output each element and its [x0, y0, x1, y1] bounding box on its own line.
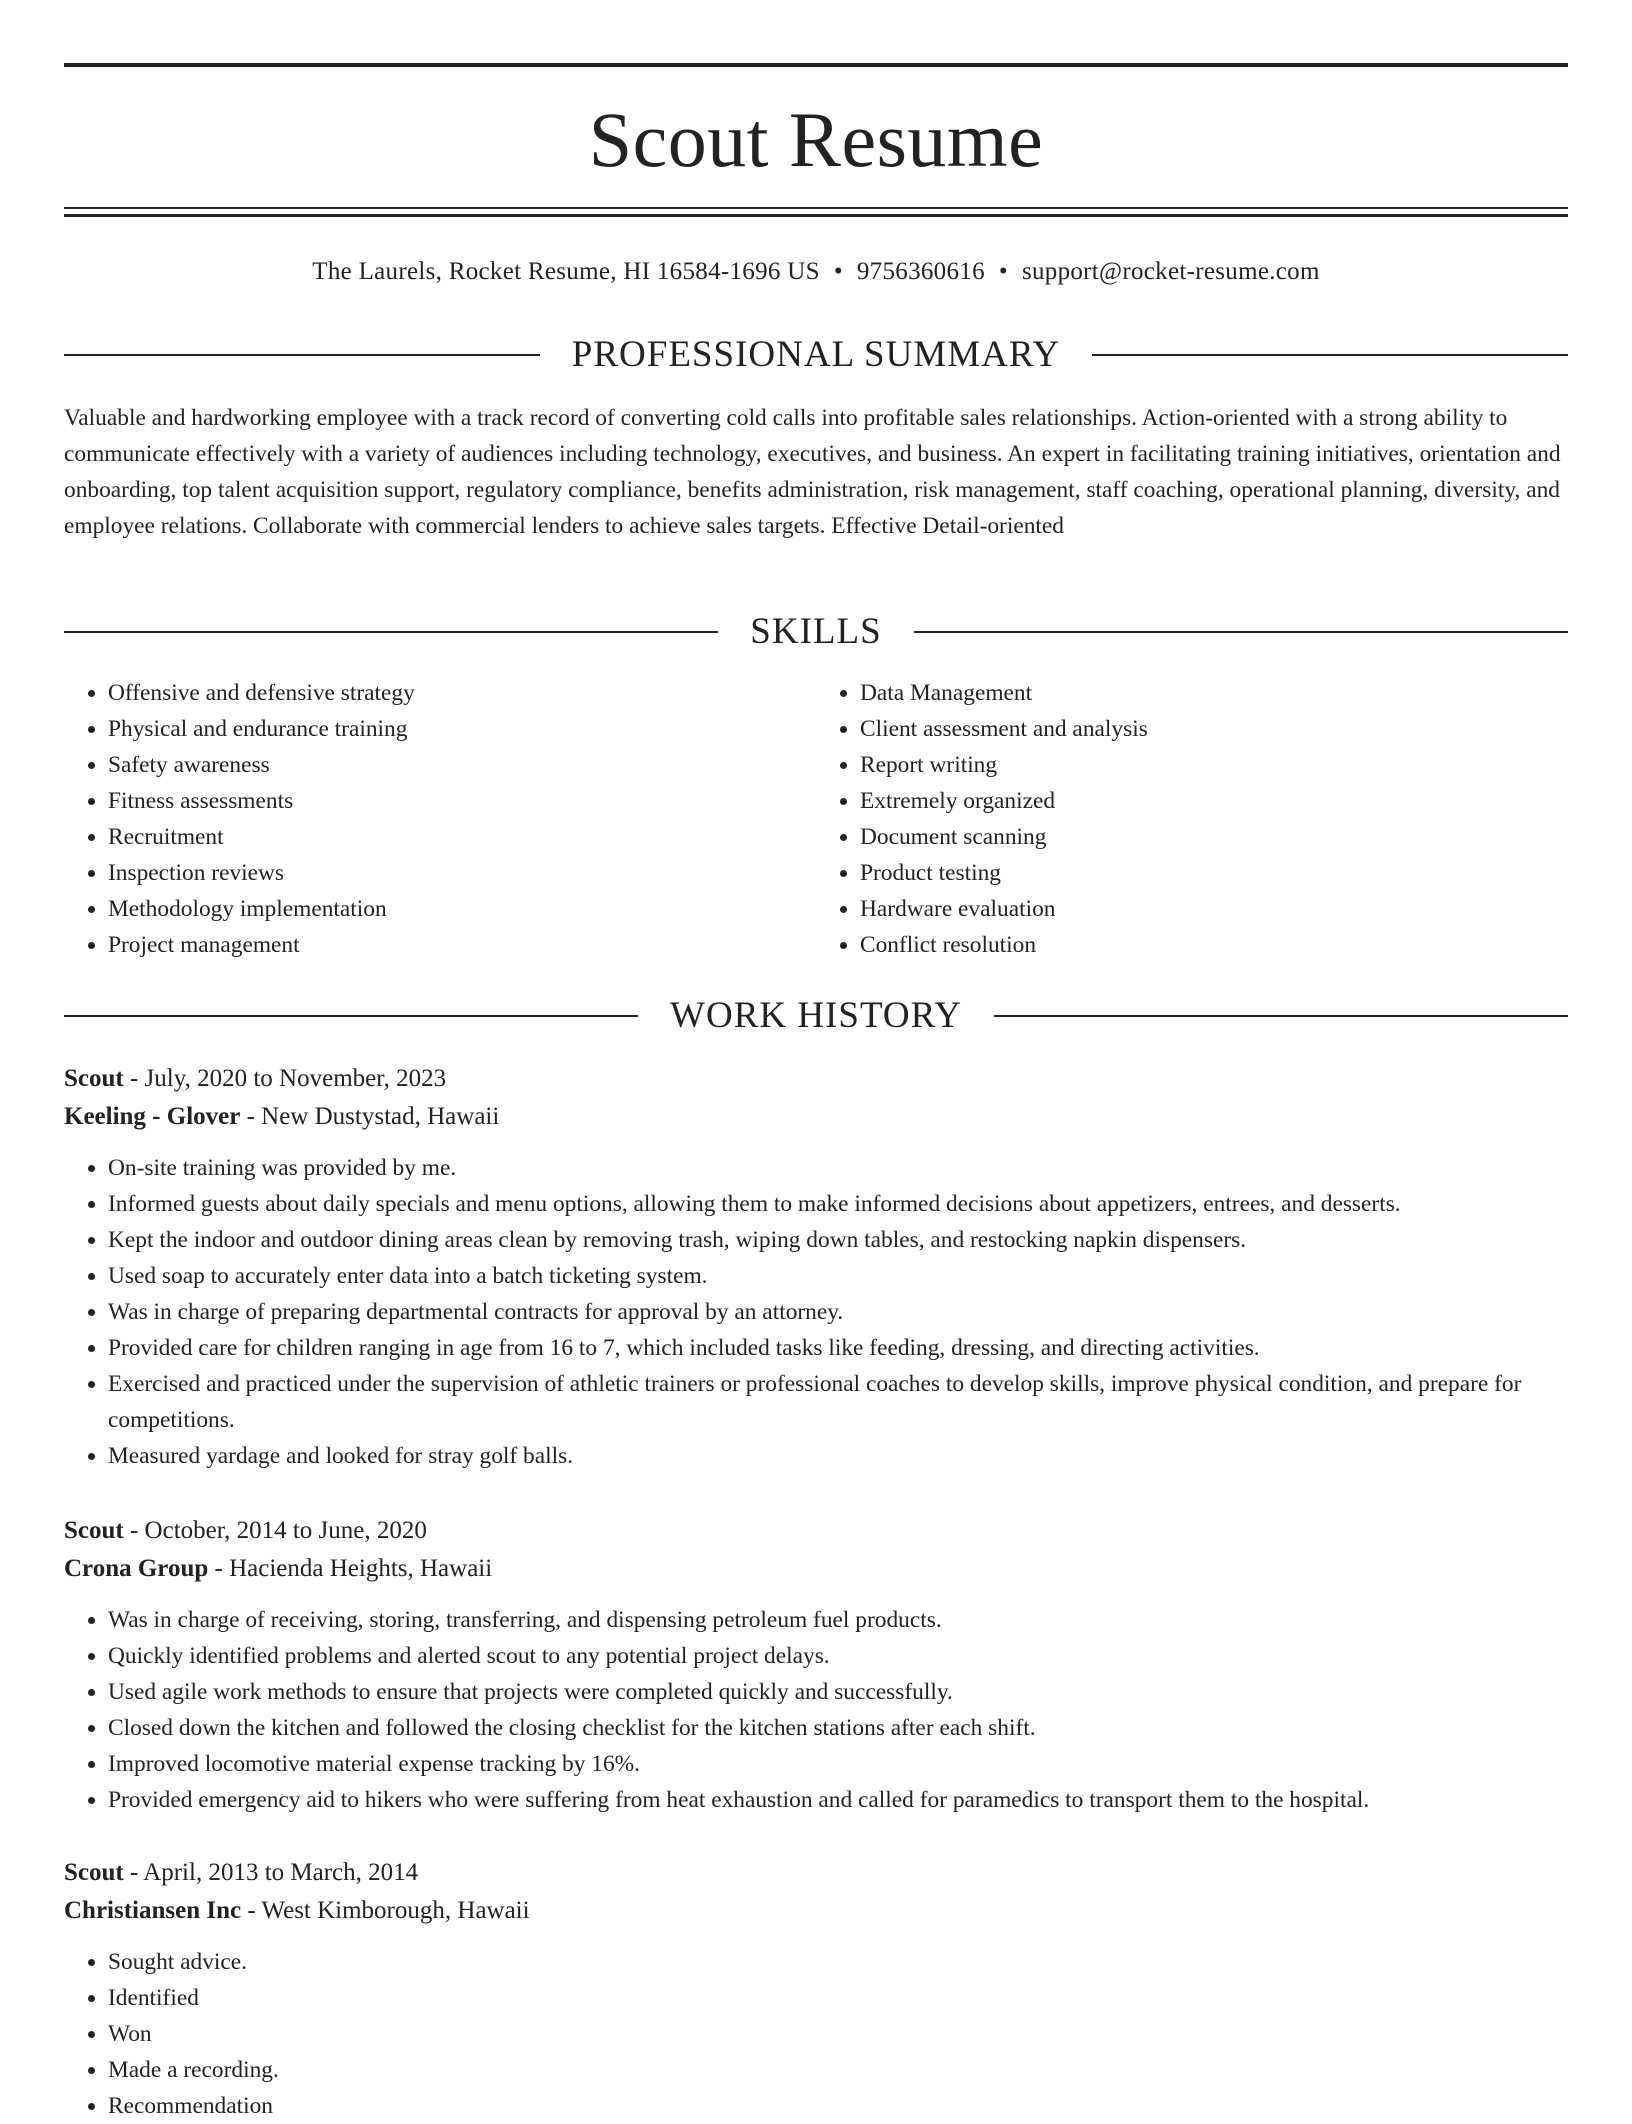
- section-title: WORK HISTORY: [670, 995, 962, 1036]
- job-company: Christiansen Inc: [64, 1897, 242, 1924]
- list-item: • Used soap to accurately enter data into a batch ticketing system.: [108, 1258, 1568, 1294]
- list-item: • Sought advice.: [108, 1944, 1568, 1980]
- job-bullets: [64, 1944, 1568, 2124]
- job-bullets: [64, 1150, 1568, 1474]
- job-dates: - October, 2014 to June, 2020: [123, 1517, 427, 1544]
- job-company-line: [64, 1098, 1568, 1136]
- summary-text: Valuable and hardworking employee with a track record of converting cold calls into profitable sales relationships. Action-oriented with a strong ability to communicate effectively with a variety of audiences including technology, executives, and business. An expert in facilitating training initiatives, orientation and onboarding, top talent acquisition support, regulatory compliance, benefits administration, risk management, staff coaching, operational planning, diversity, and employee relations. Collaborate with commercial lenders to achieve sales targets. Effective Detail-oriented: [64, 405, 1561, 539]
- list-item: • Exercised and practiced under the supervision of athletic trainers or professional coaches to develop skills, improve physical condition, and prepare for competitions.: [108, 1366, 1568, 1438]
- job-entry: [64, 1854, 1568, 2124]
- list-item: • Recommendation: [108, 2088, 1568, 2124]
- list-item: • Extremely organized: [860, 783, 1568, 819]
- job-dates: - July, 2020 to November, 2023: [123, 1065, 447, 1092]
- separator-dot: •: [833, 258, 843, 285]
- job-company-line: [64, 1892, 1568, 1930]
- phone: 9756360616: [856, 258, 985, 285]
- list-item: • Improved locomotive material expense tracking by 16%.: [108, 1746, 1568, 1782]
- list-item: • Used agile work methods to ensure that projects were completed quickly and successfully.: [108, 1674, 1568, 1710]
- list-item: • Made a recording.: [108, 2052, 1568, 2088]
- list-item: • Inspection reviews: [108, 855, 816, 891]
- list-item: • Kept the indoor and outdoor dining areas clean by removing trash, wiping down tables, and restocking napkin dispensers.: [108, 1222, 1568, 1258]
- skills-list-left: [64, 675, 816, 963]
- job-location: - Hacienda Heights, Hawaii: [208, 1555, 493, 1582]
- section-title: PROFESSIONAL SUMMARY: [571, 334, 1061, 375]
- top-rule: [64, 63, 1568, 67]
- list-item: • Provided care for children ranging in age from 16 to 7, which included tasks like feeding, dressing, and directing activities.: [108, 1330, 1568, 1366]
- list-item: • Safety awareness: [108, 747, 816, 783]
- job-title: Scout: [64, 1859, 124, 1886]
- list-item: • Quickly identified problems and alerted scout to any potential project delays.: [108, 1638, 1568, 1674]
- skills-heading: [64, 610, 1568, 654]
- divider-line: [994, 1015, 1568, 1017]
- job-title-line: [64, 1060, 1568, 1098]
- divider-line: [1092, 354, 1568, 356]
- list-item: • Informed guests about daily specials and menu options, allowing them to make informed decisions about appetizers, entrees, and desserts.: [108, 1186, 1568, 1222]
- list-item: • Provided emergency aid to hikers who were suffering from heat exhaustion and called for paramedics to transport them to the hospital.: [108, 1782, 1568, 1818]
- list-item: • Won: [108, 2016, 1568, 2052]
- section-title: SKILLS: [750, 611, 882, 652]
- list-item: • Conflict resolution: [860, 927, 1568, 963]
- list-item: • Document scanning: [860, 819, 1568, 855]
- list-item: • Hardware evaluation: [860, 891, 1568, 927]
- list-item: • Project management: [108, 927, 816, 963]
- list-item: • Fitness assessments: [108, 783, 816, 819]
- divider-line: [64, 631, 718, 633]
- skills-list-right: [816, 675, 1568, 963]
- separator-dot: •: [998, 258, 1008, 285]
- job-title: Scout: [64, 1517, 124, 1544]
- summary-heading: [64, 333, 1568, 377]
- job-company-line: [64, 1550, 1568, 1588]
- job-title-line: [64, 1512, 1568, 1550]
- list-item: • Measured yardage and looked for stray golf balls.: [108, 1438, 1568, 1474]
- list-item: • Physical and endurance training: [108, 711, 816, 747]
- contact-line: [64, 255, 1568, 289]
- divider-line: [914, 631, 1568, 633]
- job-title: Scout: [64, 1065, 124, 1092]
- divider-line: [64, 354, 540, 356]
- job-dates: - April, 2013 to March, 2014: [123, 1859, 419, 1886]
- list-item: • Data Management: [860, 675, 1568, 711]
- list-item: • Was in charge of receiving, storing, transferring, and dispensing petroleum fuel products.: [108, 1602, 1568, 1638]
- divider-line: [64, 1015, 638, 1017]
- resume-name: Scout Resume: [588, 96, 1044, 183]
- job-company: Keeling - Glover: [64, 1103, 241, 1130]
- list-item: • Product testing: [860, 855, 1568, 891]
- double-rule: [64, 207, 1568, 217]
- work-heading: [64, 994, 1568, 1038]
- list-item: • Identified: [108, 1980, 1568, 2016]
- address: The Laurels, Rocket Resume, HI 16584-1696 US: [312, 258, 820, 285]
- list-item: • Client assessment and analysis: [860, 711, 1568, 747]
- email: support@rocket-resume.com: [1021, 258, 1320, 285]
- list-item: • On-site training was provided by me.: [108, 1150, 1568, 1186]
- list-item: • Recruitment: [108, 819, 816, 855]
- list-item: • Offensive and defensive strategy: [108, 675, 816, 711]
- list-item: • Report writing: [860, 747, 1568, 783]
- job-entry: [64, 1512, 1568, 1818]
- job-company: Crona Group: [64, 1555, 209, 1582]
- list-item: • Was in charge of preparing departmental contracts for approval by an attorney.: [108, 1294, 1568, 1330]
- job-location: - New Dustystad, Hawaii: [240, 1103, 500, 1130]
- job-entry: [64, 1060, 1568, 1474]
- job-location: - West Kimborough, Hawaii: [241, 1897, 530, 1924]
- job-bullets: [64, 1602, 1568, 1818]
- skills-columns: [64, 675, 1568, 963]
- list-item: • Methodology implementation: [108, 891, 816, 927]
- list-item: • Closed down the kitchen and followed the closing checklist for the kitchen stations after each shift.: [108, 1710, 1568, 1746]
- job-title-line: [64, 1854, 1568, 1892]
